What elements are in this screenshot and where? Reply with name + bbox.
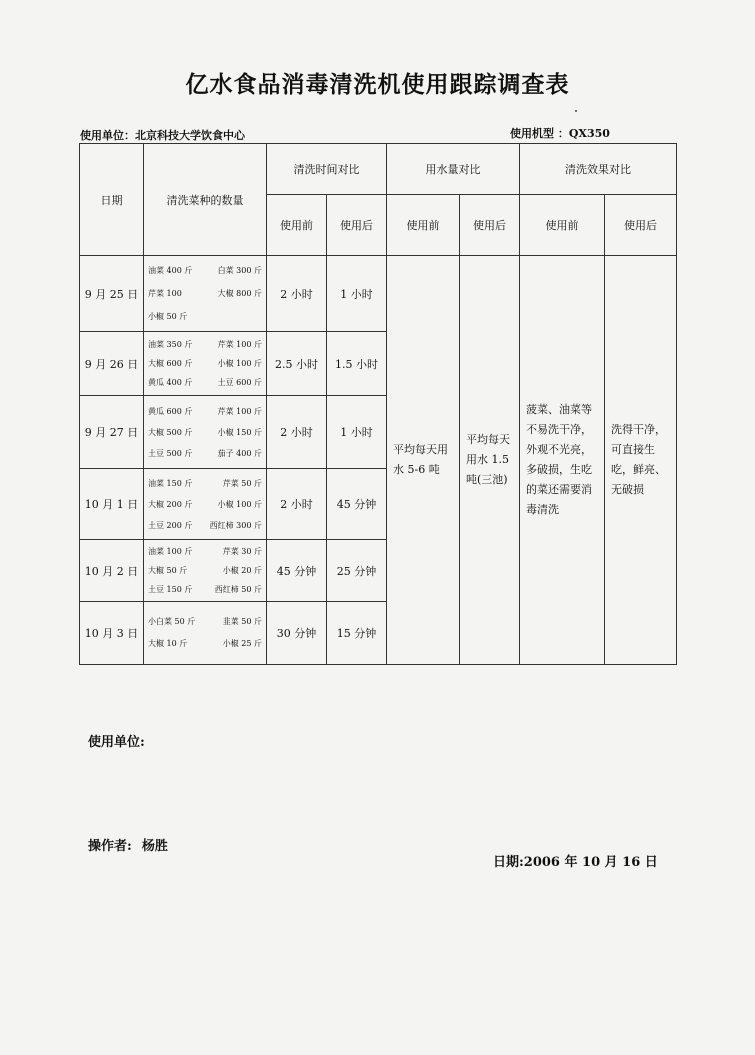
veg-item: 小椒 50 斤 xyxy=(148,312,188,321)
effect-before-cell: 菠菜、油菜等不易洗干净，外观不光亮，多破损，生吃的菜还需要消毒清洗 xyxy=(520,256,605,665)
water-after-cell: 平均每天用水 1.5 吨(三池) xyxy=(460,256,520,665)
header-effect-compare: 清洗效果对比 xyxy=(520,144,677,195)
veg-item: 白菜 300 斤 xyxy=(217,266,262,275)
veg-item: 土豆 600 斤 xyxy=(217,378,262,387)
veg-item: 大椒 800 斤 xyxy=(217,289,262,298)
veg-item: 芹菜 100 斤 xyxy=(217,406,262,416)
header-varieties: 清洗菜种的数量 xyxy=(144,144,267,256)
document-title: 亿水食品消毒清洗机使用跟踪调查表 xyxy=(185,71,570,98)
row-varieties xyxy=(144,396,267,469)
row-date: 9 月 25 日 xyxy=(80,256,144,332)
veg-item: 油菜 350 斤 xyxy=(148,340,193,349)
row-varieties xyxy=(144,469,267,540)
veg-item: 大椒 200 斤 xyxy=(148,499,193,509)
veg-item: 西红柿 300 斤 xyxy=(209,520,262,530)
operator-label: 操作者: xyxy=(88,839,132,854)
row-varieties xyxy=(144,602,267,665)
header-time-compare: 清洗时间对比 xyxy=(267,144,387,195)
veg-item: 小椒 25 斤 xyxy=(222,639,262,648)
veg-item: 芹菜 100 斤 xyxy=(217,340,262,349)
header-water-compare: 用水量对比 xyxy=(387,144,520,195)
row-varieties xyxy=(144,256,267,332)
veg-item: 大椒 500 斤 xyxy=(148,427,193,437)
veg-item: 韭菜 50 斤 xyxy=(222,617,262,626)
veg-item: 小椒 100 斤 xyxy=(217,499,262,509)
veg-item: 小白菜 50 斤 xyxy=(148,617,196,626)
row-varieties xyxy=(144,540,267,602)
veg-item: 大椒 50 斤 xyxy=(148,566,188,575)
row-date: 10 月 1 日 xyxy=(80,469,144,540)
veg-item: 大椒 10 斤 xyxy=(148,639,188,648)
veg-item: 芹菜 30 斤 xyxy=(222,547,262,556)
machine-model-label: 使用机型 ：QX350 xyxy=(510,127,610,140)
veg-item: 黄瓜 400 斤 xyxy=(148,378,193,387)
scan-speck xyxy=(575,110,577,112)
veg-item: 油菜 100 斤 xyxy=(148,547,193,556)
row-date: 9 月 27 日 xyxy=(80,396,144,469)
veg-item: 小椒 100 斤 xyxy=(217,359,262,368)
row-time-after: 45 分钟 xyxy=(327,469,387,540)
veg-item: 西红柿 50 斤 xyxy=(214,585,262,594)
header-time-before: 使用前 xyxy=(267,195,327,256)
row-time-before: 2 小时 xyxy=(267,396,327,469)
row-date: 10 月 3 日 xyxy=(80,602,144,665)
row-time-after: 1.5 小时 xyxy=(327,332,387,396)
footer-using-unit: 使用单位: xyxy=(88,735,145,750)
row-time-after: 1 小时 xyxy=(327,256,387,332)
using-unit-label: 使用单位：北京科技大学饮食中心 xyxy=(80,129,245,142)
veg-item: 油菜 150 斤 xyxy=(148,478,193,488)
veg-item: 土豆 150 斤 xyxy=(148,585,193,594)
tracking-survey-table xyxy=(79,143,677,665)
veg-item: 大椒 600 斤 xyxy=(148,359,193,368)
header-effect-after: 使用后 xyxy=(605,195,677,256)
row-time-after: 1 小时 xyxy=(327,396,387,469)
row-date: 9 月 26 日 xyxy=(80,332,144,396)
row-time-before: 2.5 小时 xyxy=(267,332,327,396)
veg-item: 小椒 150 斤 xyxy=(217,427,262,437)
veg-item: 芹菜 50 斤 xyxy=(222,478,262,488)
footer-operator xyxy=(88,835,168,854)
header-water-before: 使用前 xyxy=(387,195,460,256)
row-time-before: 2 小时 xyxy=(267,256,327,332)
row-varieties xyxy=(144,332,267,396)
row-time-after: 25 分钟 xyxy=(327,540,387,602)
operator-name: 杨胜 xyxy=(141,839,168,854)
row-time-before: 45 分钟 xyxy=(267,540,327,602)
effect-after-cell: 洗得干净，可直接生吃，鲜亮、无破损 xyxy=(605,256,677,665)
veg-item: 茄子 400 斤 xyxy=(217,448,262,458)
veg-item: 油菜 400 斤 xyxy=(148,266,193,275)
header-water-after: 使用后 xyxy=(460,195,520,256)
header-effect-before: 使用前 xyxy=(520,195,605,256)
footer-date: 日期:2006 年 10 月 16 日 xyxy=(493,855,658,870)
row-time-before: 30 分钟 xyxy=(267,602,327,665)
veg-item: 黄瓜 600 斤 xyxy=(148,406,193,416)
row-time-after: 15 分钟 xyxy=(327,602,387,665)
row-time-before: 2 小时 xyxy=(267,469,327,540)
veg-item: 小椒 20 斤 xyxy=(222,566,262,575)
veg-item: 土豆 200 斤 xyxy=(148,520,193,530)
table-row xyxy=(80,256,677,332)
veg-item: 芹菜 100 xyxy=(148,289,182,298)
header-time-after: 使用后 xyxy=(327,195,387,256)
header-date: 日期 xyxy=(80,144,144,256)
water-before-cell: 平均每天用水 5-6 吨 xyxy=(387,256,460,665)
veg-item: 土豆 500 斤 xyxy=(148,448,193,458)
row-date: 10 月 2 日 xyxy=(80,540,144,602)
